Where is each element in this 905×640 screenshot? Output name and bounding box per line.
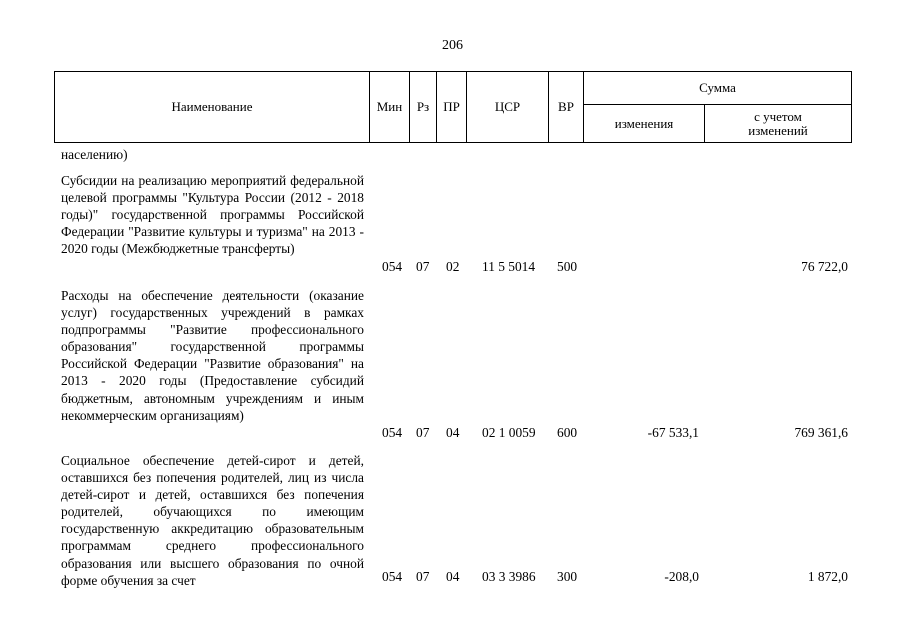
row-vr: 600 xyxy=(557,425,578,440)
row-min: 054 xyxy=(382,569,403,584)
row-vr: 300 xyxy=(557,569,578,584)
row-rz: 07 xyxy=(416,425,430,440)
row-min: 054 xyxy=(382,425,403,440)
header-bottom-border xyxy=(54,142,852,143)
header-with-change: с учетом изменений xyxy=(748,108,808,138)
row-vr: 500 xyxy=(557,259,578,274)
header-csr: ЦСР xyxy=(494,99,521,114)
row-csr: 11 5 5014 xyxy=(482,259,536,274)
header-change: изменения xyxy=(614,115,674,131)
header-pr: ПР xyxy=(443,99,460,114)
page-number: 206 xyxy=(442,38,463,53)
row-total: 1 872,0 xyxy=(807,569,848,584)
row-pr: 04 xyxy=(446,569,460,584)
row-total: 76 722,0 xyxy=(801,259,848,274)
header-rz: Рз xyxy=(416,99,430,114)
row-csr: 02 1 0059 xyxy=(482,425,536,440)
row-rz: 07 xyxy=(416,569,430,584)
row-name: Социальное обеспечение детей-сирот и детей, оставшихся без попечения родителей, лиц из числа детей-сирот и детей, оставшихся без попечения родителей, обучающихся по имеющим государственную аккредитацию образовательным программам среднего профессионального образования или высшего образования по очной форме обучения за счет xyxy=(61,453,364,588)
row-change: -67 533,1 xyxy=(647,425,699,440)
header-vr: ВР xyxy=(558,99,574,114)
row-pr: 02 xyxy=(446,259,460,274)
header-min: Мин xyxy=(376,99,403,114)
header-sum: Сумма xyxy=(699,80,736,95)
header-name: Наименование xyxy=(171,99,253,114)
row-pr: 04 xyxy=(446,425,460,440)
row-total: 769 361,6 xyxy=(794,425,848,440)
row-change: -208,0 xyxy=(664,569,699,584)
continuation-text: населению) xyxy=(61,147,128,162)
row-min: 054 xyxy=(382,259,403,274)
row-csr: 03 3 3986 xyxy=(482,569,536,584)
row-rz: 07 xyxy=(416,259,430,274)
header-right-border xyxy=(851,71,852,143)
row-name: Субсидии на реализацию мероприятий федеральной целевой программы "Культура России (2012 - 2018 годы)" государственной программы Российской Федерации "Развитие культуры и туризма" на 2013 - 2020 годы (Межбюджетные трансферты) xyxy=(61,173,364,257)
row-name: Расходы на обеспечение деятельности (оказание услуг) государственных учреждений в рамках подпрограммы "Развитие профессионального образования" государственной программы Российской Федерации "Развитие образования" на 2013 - 2020 годы (Предоставление субсидий бюджетным, автономным учреждениям и иным некоммерческим организациям) xyxy=(61,288,364,423)
